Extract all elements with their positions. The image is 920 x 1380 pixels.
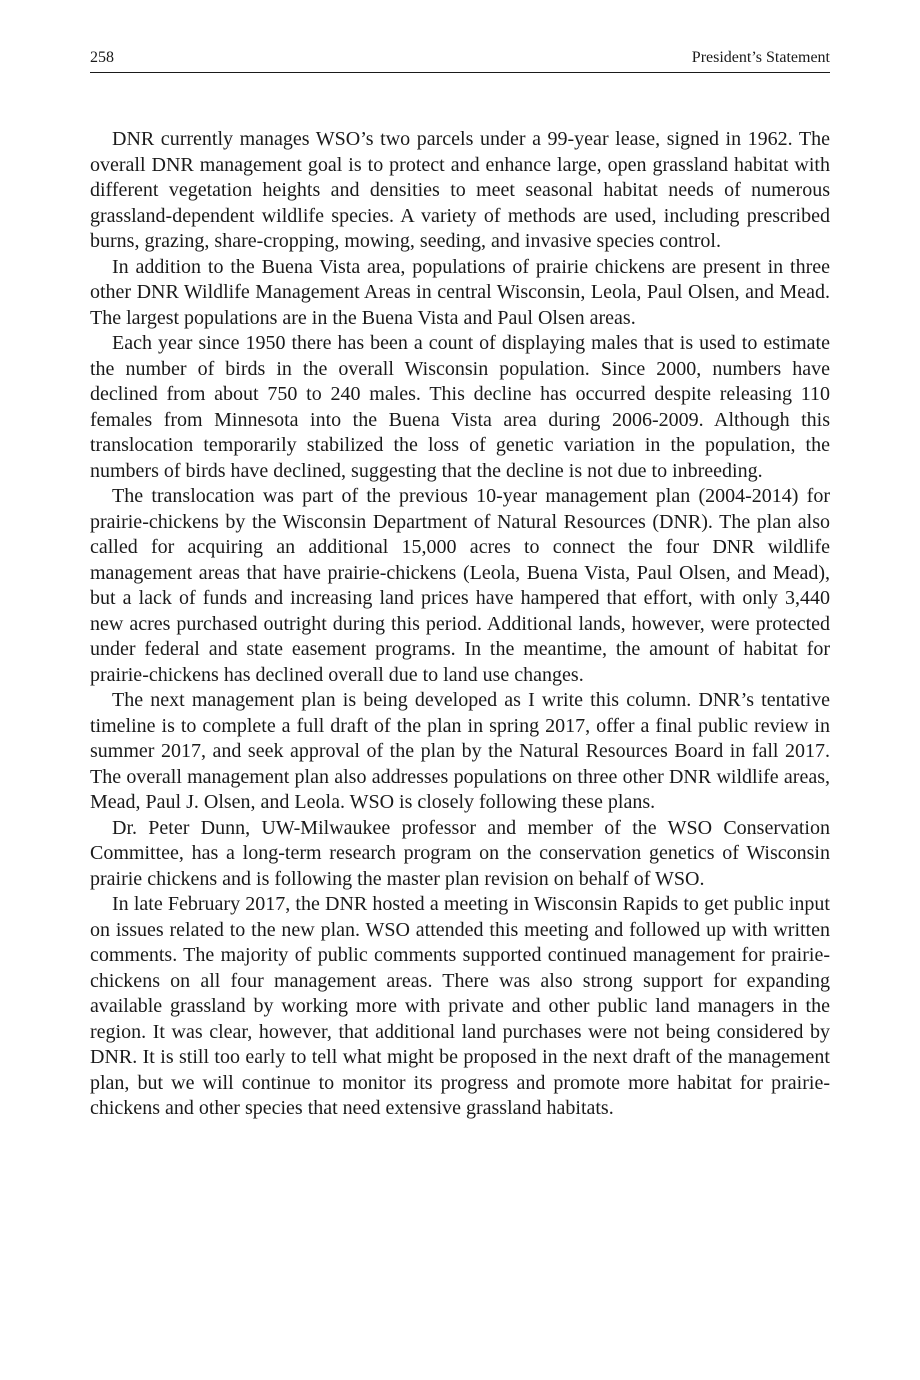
paragraph: Dr. Peter Dunn, UW-Milwaukee professor and member of the WSO Conservation Committee, has a long-term research program on the conservation genetics of Wisconsin prairie chickens and is following the master plan revision on behalf of WSO. — [90, 816, 830, 890]
paragraph: In addition to the Buena Vista area, populations of prairie chickens are present in three other DNR Wildlife Management Areas in central Wisconsin, Leola, Paul Olsen, and Mead. The largest populations are in the Buena Vista and Paul Olsen areas. — [90, 255, 830, 329]
document-page — [90, 48, 830, 1122]
paragraph: In late February 2017, the DNR hosted a meeting in Wisconsin Rapids to get public input on issues related to the new plan. WSO attended this meeting and followed up with written comments. The majority of public comments supported continued management for prairie-chickens on all four management areas. There was also strong support for expanding available grassland by working more with private and other public land managers in the region. It was clear, however, that additional land purchases were not being considered by DNR. It is still too early to tell what might be proposed in the next draft of the management plan, but we will continue to monitor its progress and promote more habitat for prairie-chickens and other species that need extensive grassland habitats. — [90, 893, 830, 1119]
body-text — [90, 127, 830, 1122]
running-title: President’s Statement — [691, 49, 830, 66]
page-number: 258 — [90, 49, 114, 66]
running-head — [90, 48, 830, 73]
paragraph: Each year since 1950 there has been a count of displaying males that is used to estimate the number of birds in the overall Wisconsin population. Since 2000, numbers have declined from about 750 to 240 males. This decline has occurred despite releasing 110 females from Minnesota into the Buena Vista area during 2006-2009. Although this translocation temporarily stabilized the loss of genetic variation in the population, the numbers of birds have declined, suggesting that the decline is not due to inbreeding. — [90, 332, 830, 482]
paragraph: DNR currently manages WSO’s two parcels under a 99-year lease, signed in 1962. The overall DNR management goal is to protect and enhance large, open grassland habitat with different vegetation heights and densities to meet seasonal habitat needs of numerous grassland-dependent wildlife species. A variety of methods are used, including prescribed burns, grazing, share-cropping, mowing, seeding, and invasive species control. — [90, 128, 830, 252]
paragraph: The translocation was part of the previous 10-year management plan (2004-2014) for prairie-chickens by the Wisconsin Department of Natural Resources (DNR). The plan also called for acquiring an additional 15,000 acres to connect the four DNR wildlife management areas that have prairie-chickens (Leola, Buena Vista, Paul Olsen, and Mead), but a lack of funds and increasing land prices have hampered that effort, with only 3,440 new acres purchased outright during this period. Additional lands, however, were protected under federal and state easement programs. In the meantime, the amount of habitat for prairie-chickens has declined overall due to land use changes. — [90, 485, 830, 686]
paragraph: The next management plan is being developed as I write this column. DNR’s tentative timeline is to complete a full draft of the plan in spring 2017, offer a final public review in summer 2017, and seek approval of the plan by the Natural Resources Board in fall 2017. The overall management plan also addresses populations on three other DNR wildlife areas, Mead, Paul J. Olsen, and Leola. WSO is closely following these plans. — [90, 689, 830, 813]
